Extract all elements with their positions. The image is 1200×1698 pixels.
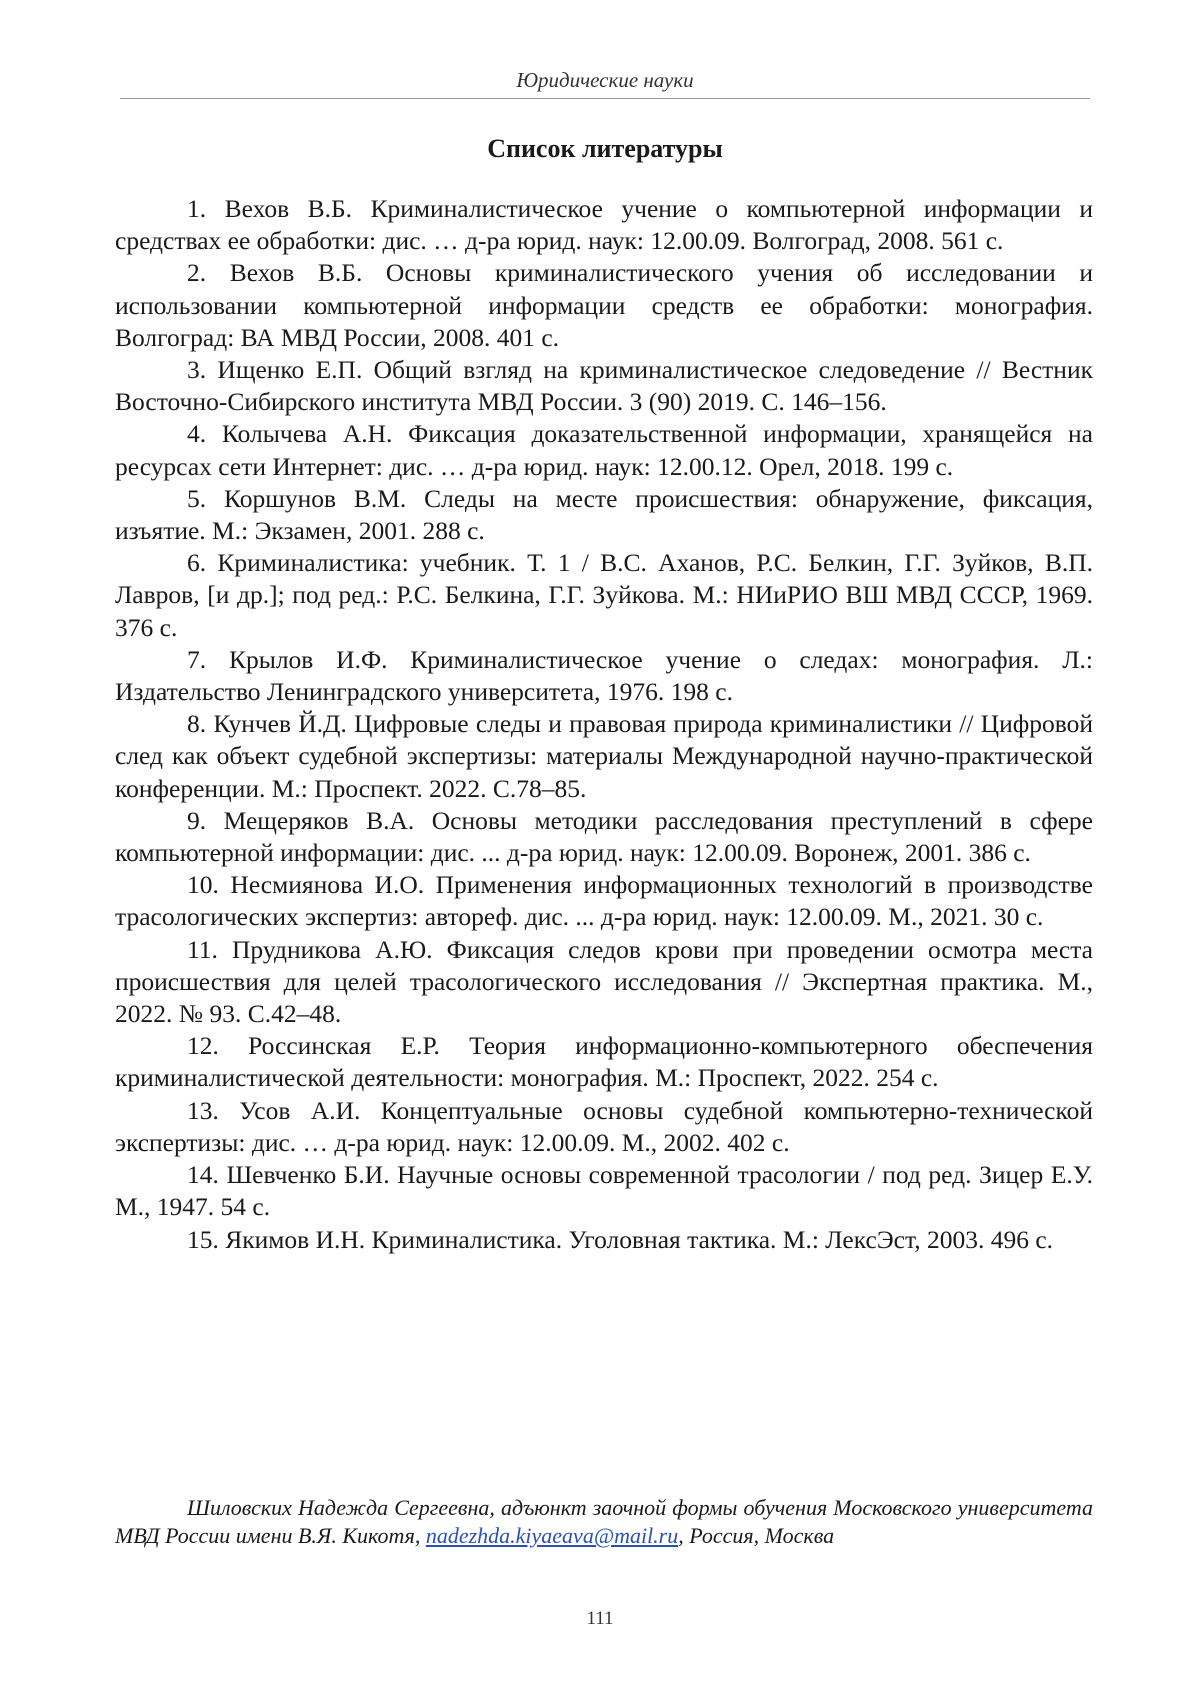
author-location: , Россия, Москва — [678, 1523, 835, 1548]
reference-text: Шевченко Б.И. Научные основы современной трасологии / под ред. Зицер Е.У. М., 1947. 54 с. — [115, 1160, 1094, 1222]
author-note — [115, 1494, 1093, 1550]
reference-item — [115, 805, 1093, 869]
reference-item — [115, 1159, 1093, 1223]
reference-number: 14. — [187, 1160, 219, 1190]
reference-item — [115, 418, 1093, 482]
reference-number: 12. — [187, 1031, 219, 1061]
reference-number: 13. — [187, 1095, 219, 1125]
reference-item — [115, 644, 1093, 708]
section-title: Список литературы — [487, 134, 723, 163]
reference-item — [115, 257, 1093, 354]
reference-number: 11. — [187, 934, 218, 964]
reference-item — [115, 1095, 1093, 1159]
reference-number: 3. — [187, 355, 207, 385]
reference-number: 6. — [187, 548, 207, 578]
reference-item — [115, 934, 1093, 1031]
reference-number: 15. — [187, 1224, 219, 1254]
page-number: 111 — [586, 1608, 614, 1629]
reference-text: Коршунов В.М. Следы на месте происшествия: обнаружение, фиксация, изъятие. М.: Экзамен, 2001. 288 с. — [115, 483, 1094, 546]
reference-text: Прудникова А.Ю. Фиксация следов крови при проведении осмотра места происшествия для целей трасологического исследования // Экспертная практика. М., 2022. № 93. С.42–48. — [115, 934, 1094, 1029]
reference-number: 1. — [187, 194, 207, 223]
reference-text: Россинская Е.Р. Теория информационно-компьютерного обеспечения криминалистической деятельности: монография. М.: Проспект, 2022. 254 с. — [115, 1031, 1093, 1093]
reference-item — [115, 547, 1093, 644]
header-divider — [120, 98, 1090, 99]
reference-number: 5. — [187, 483, 207, 513]
reference-item — [115, 483, 1093, 547]
reference-text: Вехов В.Б. Криминалистическое учение о компьютерной информации и средствах ее обработки: дис. … д-ра юрид. наук: 12.00.09. Волгоград, 2008. 561 с. — [115, 194, 1093, 256]
reference-item — [115, 1030, 1093, 1094]
reference-number: 10. — [187, 870, 219, 900]
reference-text: Якимов И.Н. Криминалистика. Уголовная тактика. М.: ЛексЭст, 2003. 496 с. — [225, 1224, 1054, 1254]
running-header: Юридические науки — [516, 68, 694, 92]
reference-text: Вехов В.Б. Основы криминалистического учения об исследовании и использовании компьютерной информации средств ее обработки: монография. Волгоград: ВА МВД России, 2008. 401 с. — [115, 258, 1094, 352]
reference-item — [115, 193, 1093, 257]
reference-number: 2. — [187, 258, 207, 288]
reference-number: 7. — [187, 644, 207, 674]
reference-item — [115, 1224, 1093, 1256]
reference-text: Крылов И.Ф. Криминалистическое учение о следах: монография. Л.: Издательство Ленинградского университета, 1976. 198 с. — [115, 644, 1093, 707]
reference-item — [115, 708, 1093, 805]
author-email-link[interactable]: nadezhda.kiyaeava@mail.ru — [425, 1523, 679, 1548]
author-note-text: Шиловских Надежда Сергеевна, адъюнкт заочной формы обучения Московского университета МВД России имени В.Я. Кикотя, — [115, 1495, 1093, 1548]
reference-item — [115, 354, 1093, 418]
reference-number: 9. — [187, 805, 207, 835]
reference-text: Ищенко Е.П. Общий взгляд на криминалистическое следоведение // Вестник Восточно-Сибирского института МВД России. 3 (90) 2019. С. 146–156. — [115, 355, 1093, 417]
reference-text: Колычева А.Н. Фиксация доказательственной информации, хранящейся на ресурсах сети Интернет: дис. … д-ра юрид. наук: 12.00.12. Орел, 2018. 199 с. — [115, 419, 1093, 481]
reference-number: 4. — [187, 419, 207, 449]
reference-text: Несмиянова И.О. Применения информационных технологий в производстве трасологических экспертиз: автореф. дис. ... д-ра юрид. наук: 12.00.09. М., 2021. 30 с. — [115, 870, 1094, 932]
reference-text: Кунчев Й.Д. Цифровые следы и правовая природа криминалистики // Цифровой след как объект судебной экспертизы: материалы Международной научно-практической конференции. М.: Проспект. 2022. С.78–85. — [115, 709, 1093, 803]
reference-list — [115, 193, 1093, 1256]
reference-text: Усов А.И. Концептуальные основы судебной компьютерно-технической экспертизы: дис. … д-ра юрид. наук: 12.00.09. М., 2002. 402 с. — [115, 1095, 1093, 1157]
reference-text: Криминалистика: учебник. Т. 1 / В.С. Аханов, Р.С. Белкин, Г.Г. Зуйков, В.П. Лавров, [и др.]; под ред.: Р.С. Белкина, Г.Г. Зуйкова. М.: НИиРИО ВШ МВД СССР, 1969. 376 с. — [115, 548, 1093, 642]
reference-text: Мещеряков В.А. Основы методики расследования преступлений в сфере компьютерной информации: дис. ... д-ра юрид. наук: 12.00.09. Воронеж, 2001. 386 с. — [115, 805, 1093, 868]
reference-item — [115, 869, 1093, 933]
reference-number: 8. — [187, 709, 207, 739]
